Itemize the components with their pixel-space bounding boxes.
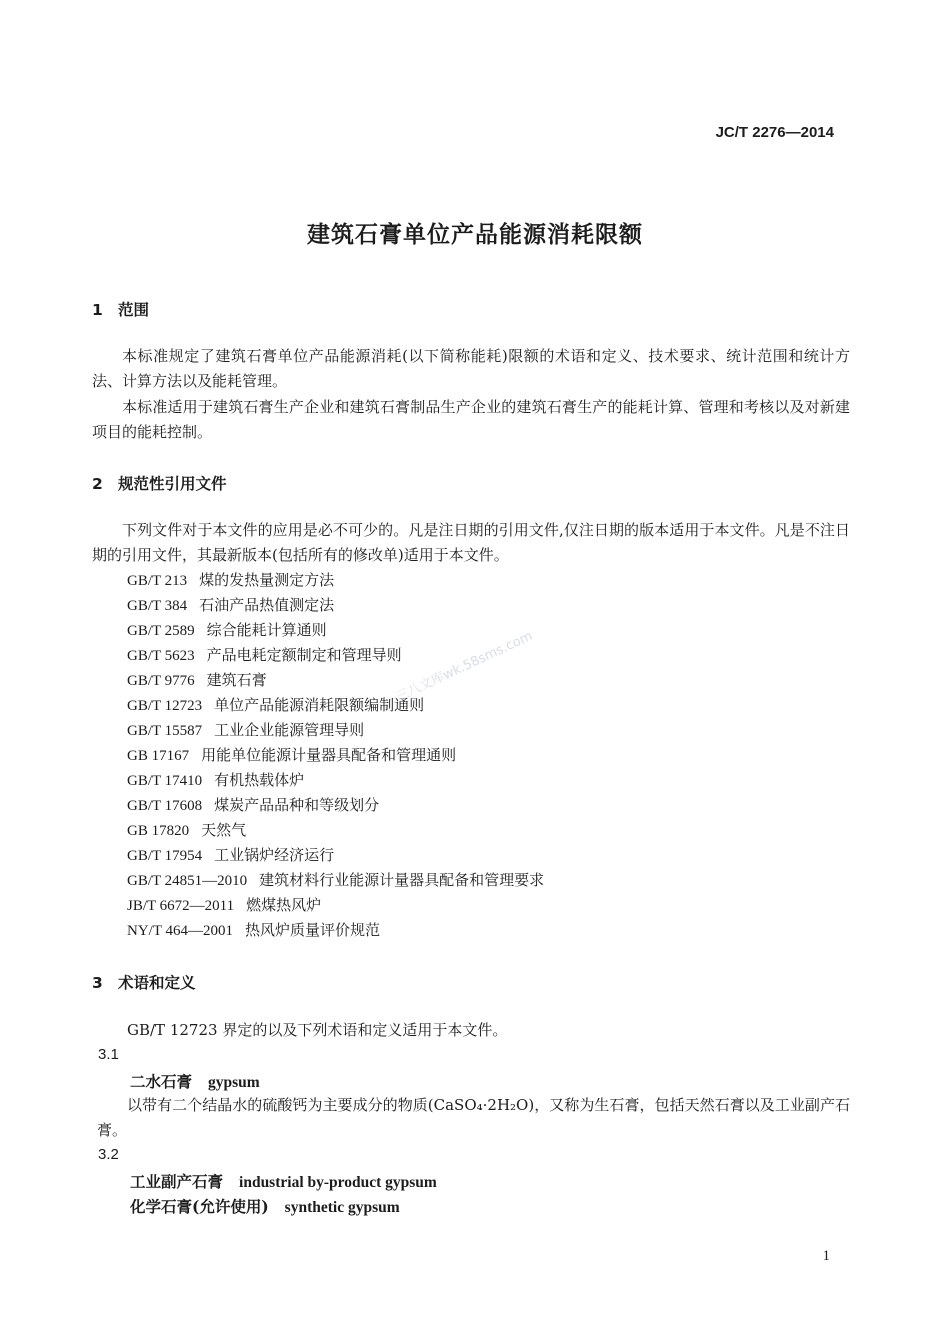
reference-title: 综合能耗计算通则 (206, 621, 327, 639)
reference-title: 产品电耗定额制定和管理导则 (206, 646, 402, 664)
section-number: 2 (92, 475, 103, 493)
reference-item (127, 743, 544, 768)
reference-code: GB/T 2589 (127, 623, 195, 639)
reference-item (127, 818, 544, 843)
term-industrial-gypsum (130, 1170, 437, 1192)
reference-title: 建筑石膏 (206, 671, 267, 689)
reference-code: GB/T 5623 (127, 648, 195, 664)
section-title: 术语和定义 (118, 974, 196, 992)
watermark-text: 三八文库wk.58sms.com (393, 628, 536, 706)
terms-intro: GB/T 12723 界定的以及下列术语和定义适用于本文件。 (127, 1021, 508, 1039)
term-gypsum (130, 1070, 260, 1092)
reference-title: 石油产品热值测定法 (199, 596, 335, 614)
reference-item (127, 693, 544, 718)
scope-paragraph-1: 本标准规定了建筑石膏单位产品能源消耗(以下简称能耗)限额的术语和定义、技术要求、统计范围和统计方法、计算方法以及能耗管理。 (92, 347, 850, 390)
reference-code: GB 17167 (127, 748, 190, 764)
reference-code: GB 17820 (127, 823, 190, 839)
reference-item (127, 918, 544, 943)
reference-title: 燃煤热风炉 (246, 896, 322, 914)
reference-title: 工业锅炉经济运行 (214, 846, 335, 864)
references-intro: 下列文件对于本文件的应用是必不可少的。凡是注日期的引用文件,仅注日期的版本适用于本文件。凡是不注日期的引用文件，其最新版本(包括所有的修改单)适用于本文件。 (92, 521, 850, 564)
reference-code: GB/T 24851—2010 (127, 873, 248, 889)
term-english: synthetic gypsum (284, 1199, 400, 1216)
section-2-heading (92, 472, 227, 494)
reference-item (127, 668, 544, 693)
reference-code: GB/T 384 (127, 598, 188, 614)
reference-title: 建筑材料行业能源计量器具配备和管理要求 (259, 871, 545, 889)
term-synthetic-gypsum (130, 1195, 400, 1217)
reference-code: GB/T 17954 (127, 848, 203, 864)
section-number: 1 (92, 301, 103, 319)
reference-code: JB/T 6672—2011 (127, 898, 235, 914)
reference-code: GB/T 17410 (127, 773, 203, 789)
section-number: 3 (92, 974, 103, 992)
section-1-heading (92, 298, 149, 320)
reference-item (127, 893, 544, 918)
page-number: 1 (822, 1248, 830, 1264)
reference-item (127, 868, 544, 893)
reference-item (127, 793, 544, 818)
reference-item (127, 618, 544, 643)
reference-code: GB/T 213 (127, 573, 188, 589)
reference-code: GB/T 12723 (127, 698, 203, 714)
standard-code: JC/T 2276—2014 (715, 124, 834, 141)
reference-code: GB/T 9776 (127, 673, 195, 689)
reference-title: 单位产品能源消耗限额编制通则 (214, 696, 425, 714)
term-chinese: 工业副产石膏 (130, 1172, 224, 1191)
term-chinese: 二水石膏 (130, 1072, 193, 1091)
reference-title: 天然气 (201, 821, 247, 839)
term-chinese: 化学石膏(允许使用) (130, 1197, 269, 1216)
term-number: 3.1 (98, 1046, 119, 1063)
reference-item (127, 568, 544, 593)
scope-paragraph-2: 本标准适用于建筑石膏生产企业和建筑石膏制品生产企业的建筑石膏生产的能耗计算、管理和考核以及对新建项目的能耗控制。 (92, 398, 850, 441)
reference-title: 煤的发热量测定方法 (199, 571, 335, 589)
document-title: 建筑石膏单位产品能源消耗限额 (307, 222, 643, 248)
reference-title: 煤炭产品品种和等级划分 (214, 796, 380, 814)
reference-title: 工业企业能源管理导则 (214, 721, 365, 739)
term-english: industrial by-product gypsum (239, 1174, 437, 1191)
reference-code: GB/T 15587 (127, 723, 203, 739)
reference-item (127, 768, 544, 793)
term-number: 3.2 (98, 1146, 119, 1163)
term-definition: 以带有二个结晶水的硫酸钙为主要成分的物质(CaSO₄·2H₂O)，又称为生石膏，包括天然石膏以及工业副产石膏。 (97, 1096, 850, 1139)
reference-item (127, 843, 544, 868)
reference-title: 用能单位能源计量器具配备和管理通则 (201, 746, 457, 764)
section-3-heading (92, 971, 196, 993)
term-english: gypsum (208, 1074, 260, 1091)
reference-code: GB/T 17608 (127, 798, 203, 814)
reference-item (127, 718, 544, 743)
section-title: 规范性引用文件 (118, 475, 227, 493)
reference-code: NY/T 464—2001 (127, 923, 233, 939)
reference-title: 热风炉质量评价规范 (244, 921, 380, 939)
reference-title: 有机热载体炉 (214, 771, 305, 789)
reference-list (127, 568, 544, 943)
section-title: 范围 (118, 301, 150, 319)
reference-item (127, 593, 544, 618)
